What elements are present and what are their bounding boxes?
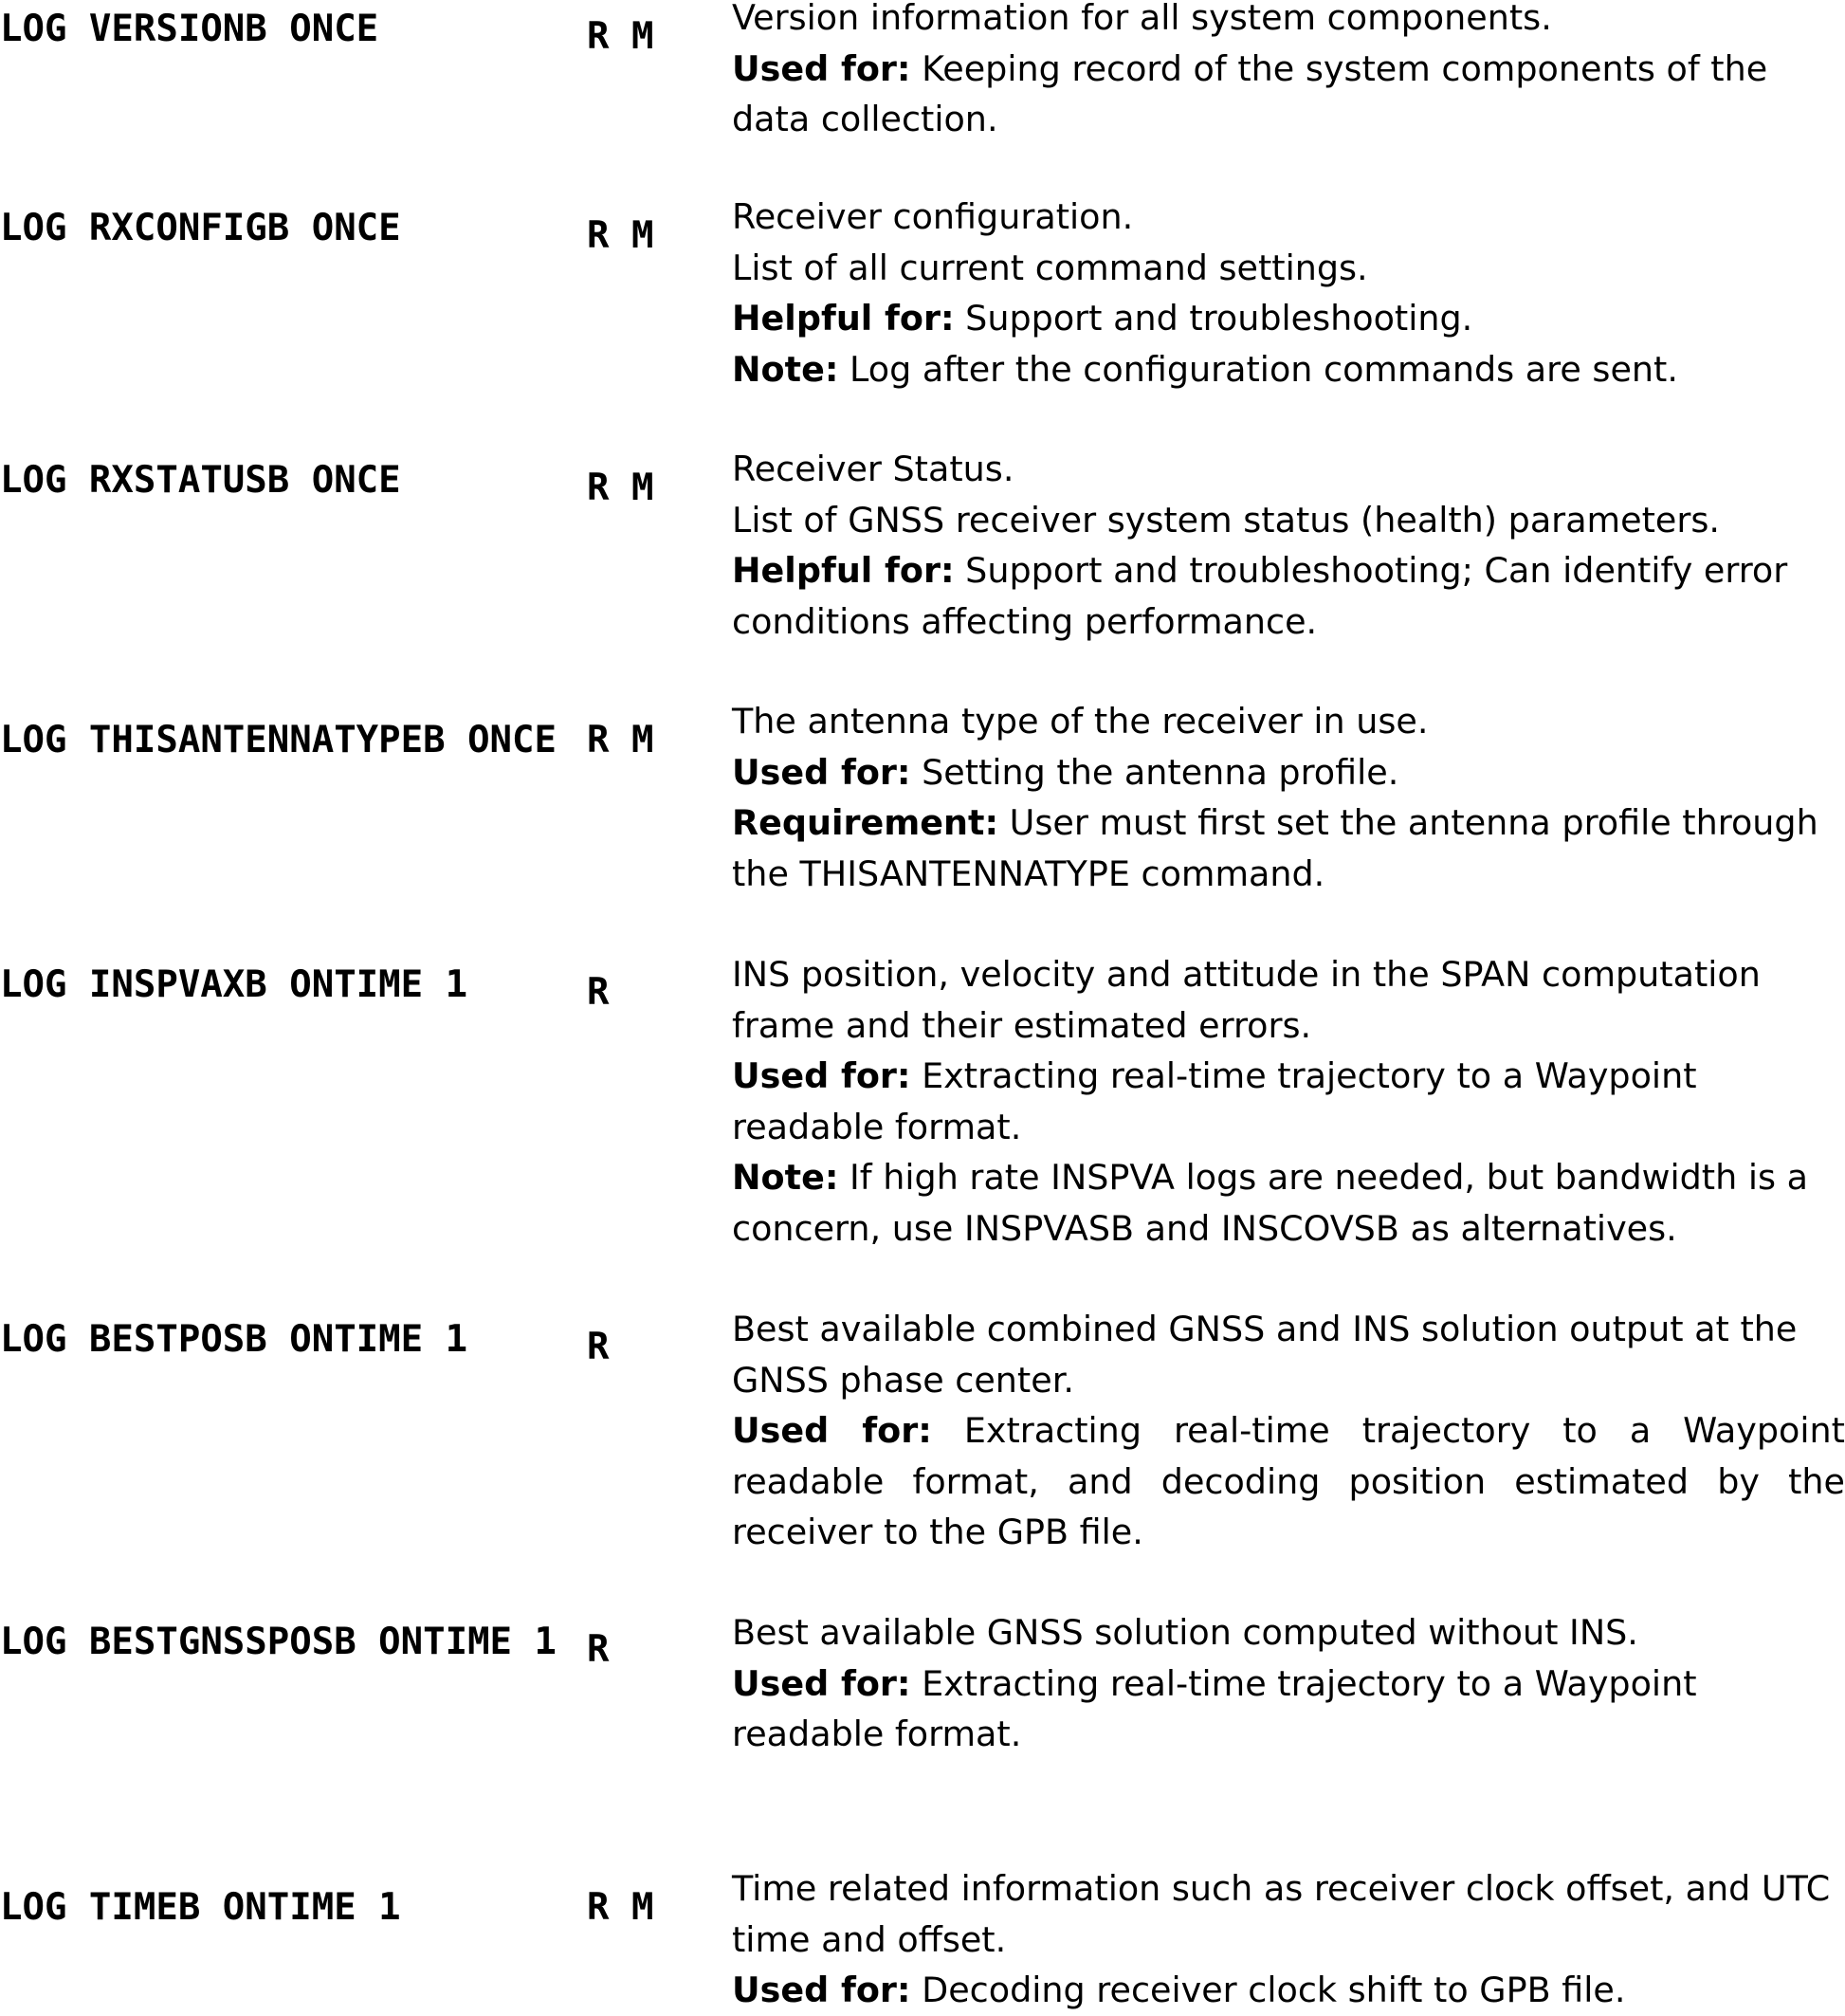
description-text: Extracting real-time trajectory to a Waypoint readable format. [732,1055,1697,1147]
log-description [732,1304,1845,1558]
description-line [732,949,1845,1051]
description-text: List of all current command settings. [732,247,1368,288]
log-command: LOG TIMEB ONTIME 1 [0,1886,401,1929]
description-text: Keeping record of the system components of the data collection. [732,47,1768,139]
description-line [732,1965,1845,2016]
log-command: LOG RXCONFIGB ONCE [0,207,401,249]
description-text: Version information for all system components. [732,0,1552,38]
log-command: LOG THISANTENNATYPEB ONCE [0,719,557,761]
description-line [732,1659,1845,1760]
log-description [732,0,1845,145]
description-text: Best available combined GNSS and INS solution output at the GNSS phase center. [732,1309,1798,1401]
description-line [732,44,1845,145]
description-text: If high rate INSPVA logs are needed, but bandwidth is a concern, use INSPVASB and INSCOVSB as alternatives. [732,1157,1808,1249]
description-line [732,1607,1845,1659]
description-line [732,1051,1845,1152]
description-line [732,444,1845,495]
log-command: LOG VERSIONB ONCE [0,8,379,50]
description-line [732,545,1845,647]
description-line [732,1152,1845,1254]
description-label: Used for: [732,751,911,793]
description-label: Note: [732,348,839,390]
description-line [732,495,1845,546]
log-command: LOG BESTPOSB ONTIME 1 [0,1318,468,1361]
log-description [732,1607,1845,1760]
description-line [732,0,1845,44]
log-description [732,444,1845,647]
description-line [732,344,1845,395]
description-line [732,1863,1845,1965]
description-text: Extracting real-time trajectory to a Waypoint readable format. [732,1662,1697,1754]
description-text: List of GNSS receiver system status (health) parameters. [732,499,1720,541]
description-text: Best available GNSS solution computed without INS. [732,1612,1638,1653]
description-label: Used for: [732,47,911,89]
description-line [732,293,1845,344]
description-label: Helpful for: [732,298,955,339]
description-label: Requirement: [732,802,999,843]
description-text: Decoding receiver clock shift to GPB file. [910,1970,1626,2010]
description-text: Support and troubleshooting; Can identify error conditions affecting performance. [732,550,1788,642]
description-text: The antenna type of the receiver in use. [732,701,1429,742]
description-line [732,192,1845,243]
description-text: INS position, velocity and attitude in the SPAN computation frame and their estimated errors. [732,954,1761,1046]
description-line [732,696,1845,747]
description-label: Helpful for: [732,550,955,591]
description-line [732,1405,1845,1558]
description-text: Receiver Status. [732,449,1014,489]
description-text: Support and troubleshooting. [954,298,1473,339]
description-text: Extracting real-time trajectory to a Waypoint readable format, and decoding position estimated by the receiver to the GPB file. [732,1410,1845,1552]
log-description [732,192,1845,394]
description-line [732,1304,1845,1405]
description-line [732,747,1845,798]
description-line [732,243,1845,294]
log-flags: R M [587,1886,654,1929]
log-flags: R M [587,719,654,761]
description-text: Receiver configuration. [732,196,1134,237]
log-flags: R [587,1326,610,1368]
description-line [732,797,1845,899]
log-description [732,1863,1845,2016]
log-command: LOG INSPVAXB ONTIME 1 [0,963,468,1006]
log-description [732,696,1845,899]
description-text: User must first set the antenna profile through the THISANTENNATYPE command. [732,802,1818,894]
description-label: Note: [732,1157,839,1198]
log-flags: R [587,971,610,1014]
log-flags: R [587,1628,610,1671]
description-label: Used for: [732,1662,911,1704]
description-text: Log after the configuration commands are sent. [838,348,1678,390]
log-flags: R M [587,214,654,257]
log-flags: R M [587,467,654,509]
description-label: Used for: [732,1410,932,1451]
description-text: Time related information such as receiver clock offset, and UTC time and offset. [732,1868,1831,1960]
log-command: LOG RXSTATUSB ONCE [0,459,401,502]
log-flags: R M [587,15,654,58]
description-text: Setting the antenna profile. [910,751,1399,793]
log-description [732,949,1845,1254]
description-label: Used for: [732,1970,911,2010]
log-command: LOG BESTGNSSPOSB ONTIME 1 [0,1621,557,1663]
description-label: Used for: [732,1055,911,1096]
